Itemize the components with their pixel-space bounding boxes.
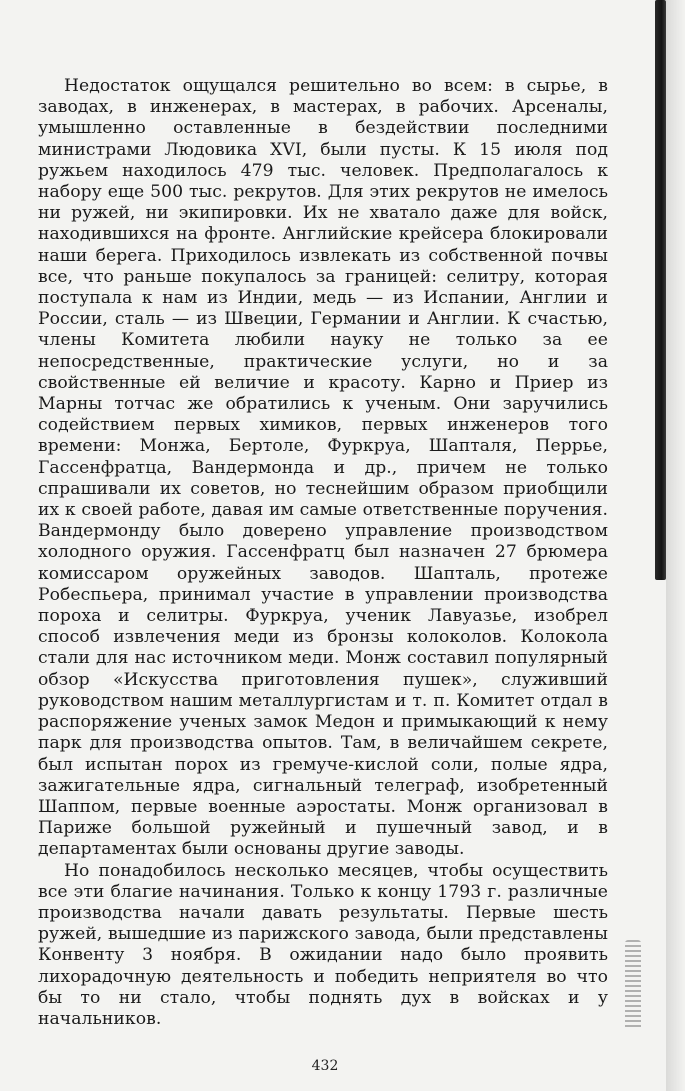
paragraph-1: Недостаток ощущался решительно во всем: в сырье, в заводах, в инженерах, в мастерах, в рабочих. Арсеналы, умышленно оставленные в бездействии последними министрами Людовика XVI, были пусты. К 15 июля под ружьем находилось 479 тыс. человек. Предполагалось к набору еще 500 тыс. рекрутов. Для этих рекрутов не имелось ни ружей, ни экипировки. Их не хватало даже для войск, находившихся на фронте. Английские крейсера блокировали наши берега. Приходилось извлекать из собственной почвы все, что раньше покупалось за границей: селитру, которая поступала к нам из Индии, медь — из Испании, Англии и России, сталь — из Швеции, Германии и Англии. К счастью, члены Комитета любили науку не только за ее непосредственные, практические услуги, но и за свойственные ей величие и красоту. Карно и Приер из Марны тотчас же обратились к ученым. Они заручились содействием первых химиков, первых инженеров того времени: Монжа, Бертоле, Фуркруа, Шапталя, Перрье, Гассенфратца, Вандермонда и др., причем не только спрашивали их советов, но теснейшим образом приобщили их к своей работе, давая им самые ответственные поручения. Вандермонду было доверено управление производством холодного оружия. Гассенфратц был назначен 27 брюмера комиссаром оружейных заводов. Шапталь, протеже Робеспьера, принимал участие в управлении производства пороха и селитры. Фуркруа, ученик Лавуазье, изобрел способ извлечения меди из бронзы колоколов. Колокола стали для нас источником меди. Монж составил популярный обзор «Искусства приготовления пушек», служивший руководством нашим металлургистам и т. п. Комитет отдал в распоряжение ученых замок Медон и примыкающий к нему парк для производства опытов. Там, в величайшем секрете, был испытан порох из гремуче-кислой соли, полые ядра, зажигательные ядра, сигнальный телеграф, изобретенный Шаппом, первые военные аэростаты. Монж организовал в Париже большой ружейный и пушечный завод, и в департаментах были основаны другие заводы.	[38, 76, 608, 860]
scan-smudge	[625, 940, 641, 1030]
paragraph-2: Но понадобилось несколько месяцев, чтобы осуществить все эти благие начинания. Только к концу 1793 г. различные производства начали давать результаты. Первые шесть ружей, вышедшие из парижского завода, были представлены Конвенту 3 ноября. В ожидании надо было проявить лихорадочную деятельность и победить неприятеля во что бы то ни стало, чтобы поднять дух в войсках и у начальников.	[38, 860, 608, 1029]
book-binding-edge	[655, 0, 666, 580]
page-gutter-shadow	[666, 0, 685, 1091]
page-number: 432	[311, 1058, 339, 1074]
body-text	[38, 76, 608, 1030]
